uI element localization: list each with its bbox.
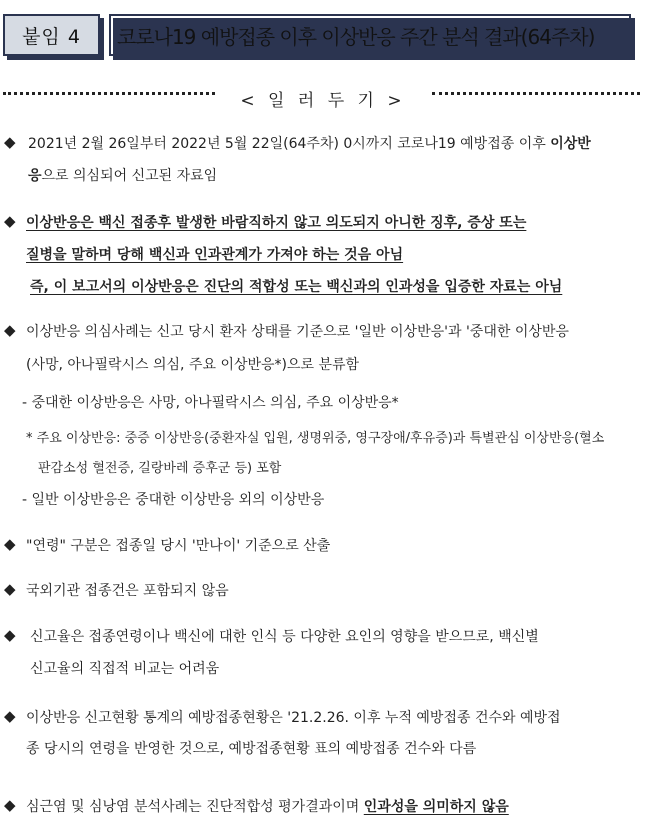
classification-note-1: * 주요 이상반응: 중증 이상반응(중환자실 입원, 생명위중, 영구장애/후유증)과 특별관심 이상반응(혈소 <box>26 431 605 446</box>
rate-line-1: 신고율은 접종연령이나 백신에 대한 인식 등 다양한 요인의 영향을 받으므로, 백신별 <box>30 629 539 645</box>
stats-line-1: 이상반응 신고현황 통계의 예방접종현황은 '21.2.26. 이후 누적 예방접종 건수와 예방접 <box>26 710 561 726</box>
stats-line-2: 종 당시의 연령을 반영한 것으로, 예방접종현황 표의 예방접종 건수와 다름 <box>26 741 477 757</box>
diamond-bullet-icon: ◆ <box>4 796 16 814</box>
foreign-line: 국외기관 접종건은 포함되지 않음 <box>26 583 229 599</box>
classification-sub-general: - 일반 이상반응은 중대한 이상반응 외의 이상반응 <box>22 492 325 508</box>
diamond-bullet-icon: ◆ <box>4 212 16 230</box>
notice-heading <box>0 88 647 112</box>
age-line: "연령" 구분은 접종일 당시 '만나이' 기준으로 산출 <box>26 538 331 554</box>
dotted-divider-left <box>3 92 215 95</box>
definition-line-3: 즉, 이 보고서의 이상반응은 진단의 적합성 또는 백신과의 인과성을 입증한 자료는 아님 <box>30 279 563 295</box>
dotted-divider-right <box>432 92 640 95</box>
header <box>3 14 631 62</box>
myocarditis-text: 심근염 및 심낭염 분석사례는 진단적합성 평가결과이며 <box>26 799 364 815</box>
period-emphasis-2: 응 <box>28 168 42 184</box>
diamond-bullet-icon: ◆ <box>4 321 16 339</box>
notice-title: < 일 러 두 기 > <box>240 91 406 111</box>
diamond-bullet-icon: ◆ <box>4 580 16 598</box>
period-text-2: 으로 의심되어 신고된 자료임 <box>41 168 218 184</box>
classification-sub-serious: - 중대한 이상반응은 사망, 아나필락시스 의심, 주요 이상반응* <box>22 395 399 411</box>
page-title: 코로나19 예방접종 이후 이상반응 주간 분석 결과(64주차) <box>109 14 631 56</box>
definition-line-1: 이상반응은 백신 접종후 발생한 바람직하지 않고 의도되지 아니한 징후, 증상 또는 <box>26 215 527 231</box>
myocarditis-emphasis: 인과성을 의미하지 않음 <box>363 799 509 815</box>
period-emphasis: 이상반 <box>550 136 591 152</box>
period-text: 2021년 2월 26일부터 2022년 5월 22일(64주차) 0시까지 코로나19 예방접종 이후 <box>28 136 551 152</box>
period-line-2 <box>28 165 217 185</box>
myocarditis-line <box>26 796 509 816</box>
classification-note-2: 판감소성 혈전증, 길랑바레 증후군 등) 포함 <box>38 461 282 476</box>
diamond-bullet-icon: ◆ <box>4 535 16 553</box>
diamond-bullet-icon: ◆ <box>4 626 16 644</box>
period-line-1 <box>28 133 591 153</box>
attachment-tab: 붙임 4 <box>3 14 100 56</box>
diamond-bullet-icon: ◆ <box>4 707 16 725</box>
classification-line-2: (사망, 아나필락시스 의심, 주요 이상반응*)으로 분류함 <box>26 357 360 373</box>
rate-line-2: 신고율의 직접적 비교는 어려움 <box>30 661 220 677</box>
classification-line-1: 이상반응 의심사례는 신고 당시 환자 상태를 기준으로 '일반 이상반응'과 '중대한 이상반응 <box>26 324 569 340</box>
diamond-bullet-icon: ◆ <box>4 133 16 151</box>
definition-line-2: 질병을 말하며 당해 백신과 인과관계가 가져야 하는 것음 아님 <box>26 247 404 263</box>
